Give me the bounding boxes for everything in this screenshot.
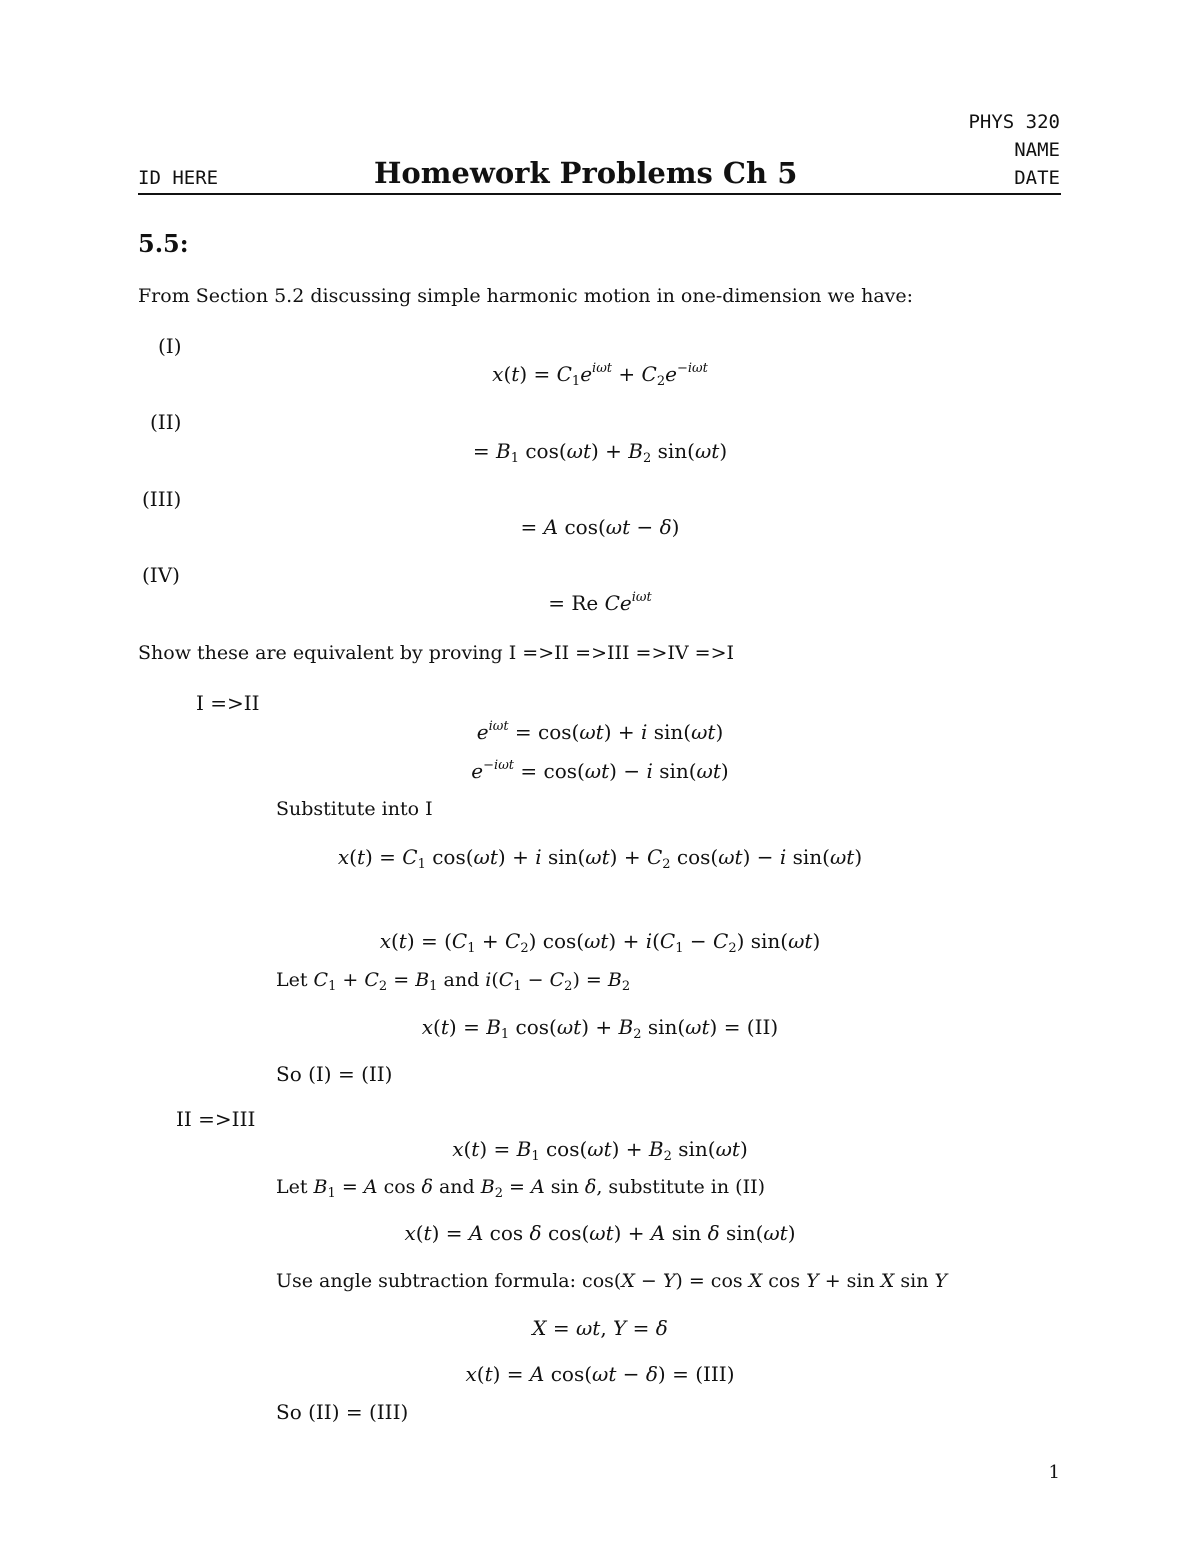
task-text: Show these are equivalent by proving I =>II =>III =>IV =>I <box>138 642 735 664</box>
angle-formula-line: Use angle subtraction formula: cos(X − Y) = cos X cos Y + sin X sin Y <box>276 1270 948 1292</box>
equation-result-iii: x(t) = A cos(ωt − δ) = (III) <box>465 1362 735 1386</box>
equation-start-ii: $x(t) = B_1$ $\cos(\omega t) + B_2$ sin(ωt) <box>452 1137 748 1164</box>
and-word-2: and <box>438 1176 475 1198</box>
substitute-tail: , substitute in (II) <box>596 1176 765 1198</box>
form-label-iv: (IV) <box>142 563 180 587</box>
conclusion-1: So (I) = (II) <box>276 1062 393 1086</box>
equation-substituted: $x(t) = C_1$ cos(ωt) + i $\sin(\omega t) + C_2$ cos(ωt) − i sin(ωt) <box>337 845 863 872</box>
id-label: ID HERE <box>138 167 219 189</box>
let-statement-2: Let $B_1 = A$ cos δ and $B_2 = A$ sin δ, substitute in (II) <box>276 1176 765 1201</box>
equation-substituted-2: x(t) = A cos δ cos(ωt) + A sin δ sin(ωt) <box>404 1221 796 1245</box>
date-label: DATE <box>1014 167 1060 189</box>
form-label-iii: (III) <box>142 487 182 511</box>
equation-form-i: $x(t) = C_1e^{i\omega t} + C_2e^{-i\omega t}$ <box>492 361 708 389</box>
let-word: Let <box>276 969 308 991</box>
intro-text: From Section 5.2 discussing simple harmonic motion in one-dimension we have: <box>138 285 914 307</box>
step-2-label: II =>III <box>176 1107 256 1131</box>
equation-form-iv: = Re $Ce^{i\omega t}$ <box>548 590 652 615</box>
equation-grouped: $x(t) = (C_1 + C_2) \cos(\omega t) + i(C_1 - C_2)$ sin(ωt) <box>379 929 821 956</box>
step-1-label: I =>II <box>196 691 260 715</box>
page-title: Homework Problems Ch 5 <box>374 156 798 190</box>
euler-identity-minus: $e^{-i\omega t} = \cos(\omega t) - i$ sin(ωt) <box>471 758 729 783</box>
equation-result-ii: $x(t) = B_1$ $\cos(\omega t) + B_2$ sin(ωt) = (II) <box>421 1015 779 1042</box>
substitute-text: Substitute into I <box>276 798 433 820</box>
form-label-i: (I) <box>158 334 182 358</box>
page-number: 1 <box>1048 1462 1060 1483</box>
header-rule <box>138 193 1061 195</box>
equation-xy-substitution: X = ωt, Y = δ <box>532 1316 668 1340</box>
conclusion-2: So (II) = (III) <box>276 1400 409 1424</box>
angle-formula-text: Use angle subtraction formula: <box>276 1270 577 1292</box>
course-label: PHYS 320 <box>968 111 1060 133</box>
let-statement-1: Let $C_1 + C_2 = B_1$ and $i(C_1 - C_2) = B_2$ <box>276 969 631 994</box>
let-word-2: Let <box>276 1176 308 1198</box>
form-label-ii: (II) <box>150 410 182 434</box>
problem-number: 5.5: <box>138 229 189 258</box>
name-label: NAME <box>1014 139 1060 161</box>
equation-form-ii: = $B_1$ $\cos(\omega t) + B_2$ sin(ωt) <box>472 439 728 466</box>
equation-form-iii: = A cos(ωt − δ) <box>520 515 680 539</box>
euler-identity-plus: $e^{i\omega t} = \cos(\omega t) + i$ sin(ωt) <box>476 719 724 744</box>
and-word: and <box>443 969 480 991</box>
